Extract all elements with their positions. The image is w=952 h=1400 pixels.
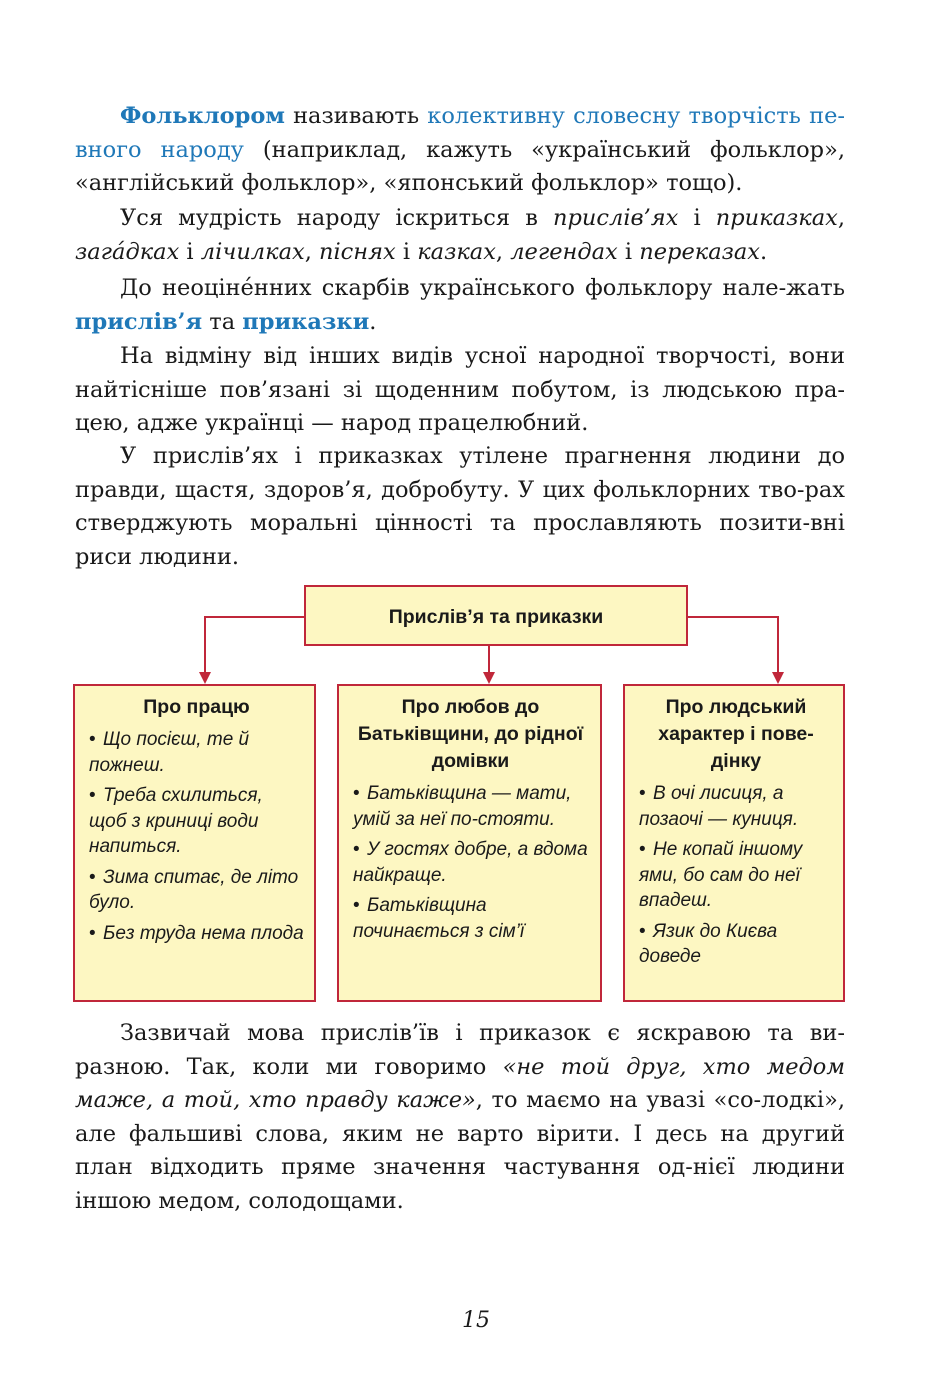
connector-left: [205, 617, 304, 675]
genre: легендах: [510, 238, 618, 265]
box-title: Про працю: [143, 696, 250, 718]
proverb-text: Язик до Києва доведе: [639, 920, 778, 967]
text: , то маємо на увазі «со-лодкі», але фальшиві слова, яким не варто вірити. І десь на другий план відходить пряме значення частування од-нієї людини іншою медом, солодощами.: [75, 1087, 845, 1214]
genre: зага́дках: [75, 238, 180, 265]
genre: прислів’ях: [553, 205, 679, 231]
text: і: [395, 238, 418, 265]
genre: приказках: [715, 205, 838, 231]
text: називають: [284, 103, 428, 129]
proverb-text: Треба схилиться, щоб з криниці води напиться.: [89, 785, 263, 857]
page-number: 15: [462, 1308, 490, 1333]
text: На відміну від інших видів усної народної творчості, вони найтісніше пов’язані зі щоденним побутом, із людською пра-цею, адже українці — народ працелюбний.: [75, 343, 845, 436]
proverb-item: • Батьківщина — мати, умій за неї по-стояти.: [353, 783, 572, 830]
diagram-box-work: [73, 684, 316, 1002]
term-proverbs: прислів’я: [75, 308, 203, 335]
text: ,: [495, 238, 511, 265]
proverb-text: У гостях добре, а вдома найкраще.: [353, 839, 588, 886]
genre: казках: [417, 238, 496, 265]
text: До неоціне́нних скарбів українського фольклору нале-жать: [120, 275, 845, 301]
proverb-text: Батьківщина починається з сім’ї: [353, 895, 525, 942]
text: (наприклад, кажуть «український фольклор», «англійський фольклор», «японський фольклор» тощо).: [75, 136, 845, 196]
proverb-item: • У гостях добре, а вдома найкраще.: [353, 839, 588, 886]
text: і: [179, 238, 201, 265]
text: і: [617, 238, 640, 265]
term-folklore: Фольклором: [120, 103, 285, 129]
paragraph-treasures: [75, 272, 845, 339]
text: .: [760, 238, 768, 265]
connector-right: [688, 617, 778, 675]
proverb-list: [639, 781, 833, 970]
definition-highlight: колективну словесну творчість пе-вного народу: [75, 103, 845, 163]
paragraph-folk-wisdom: [75, 202, 845, 269]
proverb-list: [89, 727, 304, 946]
arrowhead-right: [772, 672, 784, 684]
box-title: Про любов до Батьківщини, до рідної домівки: [357, 696, 584, 772]
paragraph-folklore-definition: [75, 100, 845, 201]
proverb-quote: «не той друг, хто медом маже, а той, хто правду каже»: [75, 1053, 845, 1113]
proverb-item: • Не копай іншому ями, бо сам до неї впадеш.: [639, 839, 803, 911]
proverb-item: • Батьківщина починається з сім’ї: [353, 895, 525, 942]
text: ,: [837, 205, 845, 231]
diagram-root-title: Прислів’я та приказки: [388, 606, 604, 628]
text: та: [202, 308, 243, 335]
proverb-text: Без труда нема плода: [103, 922, 304, 944]
text: Зазвичай мова прислів’їв і приказок є яскравою та ви-разною. Так, коли ми говоримо: [75, 1020, 845, 1080]
paragraph-values: [75, 440, 845, 574]
term-sayings: приказки: [242, 308, 370, 335]
proverb-text: В очі лисиця, а позаочі — куниця.: [639, 783, 799, 830]
arrowhead-middle: [483, 672, 495, 684]
proverb-text: Що посієш, те й пожнеш.: [89, 729, 250, 776]
diagram-root-box: [304, 585, 688, 646]
proverb-item: • Що посієш, те й пожнеш.: [89, 729, 250, 776]
genre: лічилках: [200, 238, 305, 265]
proverb-item: • Треба схилиться, щоб з криниці води напиться.: [89, 785, 263, 857]
proverb-text: Не копай іншому ями, бо сам до неї впадеш.: [639, 839, 803, 911]
arrowhead-left: [199, 672, 211, 684]
proverb-text: Батьківщина — мати, умій за неї по-стояти.: [353, 783, 572, 830]
diagram-box-character: [623, 684, 845, 1002]
diagram-box-homeland: [337, 684, 602, 1002]
proverb-item: • В очі лисиця, а позаочі — куниця.: [639, 783, 799, 830]
genre: переказах: [639, 238, 760, 265]
paragraph-language-of-proverbs: [75, 1017, 845, 1218]
box-title: Про людський характер і пове-дінку: [658, 696, 814, 772]
text: .: [369, 308, 377, 335]
proverb-list: [353, 781, 588, 944]
text: Уся мудрість народу іскриться в: [120, 205, 553, 231]
proverb-item: • Без труда нема плода: [89, 922, 304, 944]
proverb-item: • Язик до Києва доведе: [639, 920, 778, 967]
text: і: [678, 205, 716, 231]
text: У прислів’ях і приказках утілене прагнення людини до правди, щастя, здоров’я, добробуту. У цих фольклорних тво-рах стверджують моральні цінності та прославляють позити-вні риси людини.: [75, 443, 845, 570]
genre: піснях: [319, 238, 396, 265]
proverb-item: • Зима спитає, де літо було.: [89, 866, 299, 913]
text: ,: [304, 238, 319, 265]
paragraph-everyday-life: [75, 340, 845, 441]
proverb-text: Зима спитає, де літо було.: [89, 866, 299, 913]
